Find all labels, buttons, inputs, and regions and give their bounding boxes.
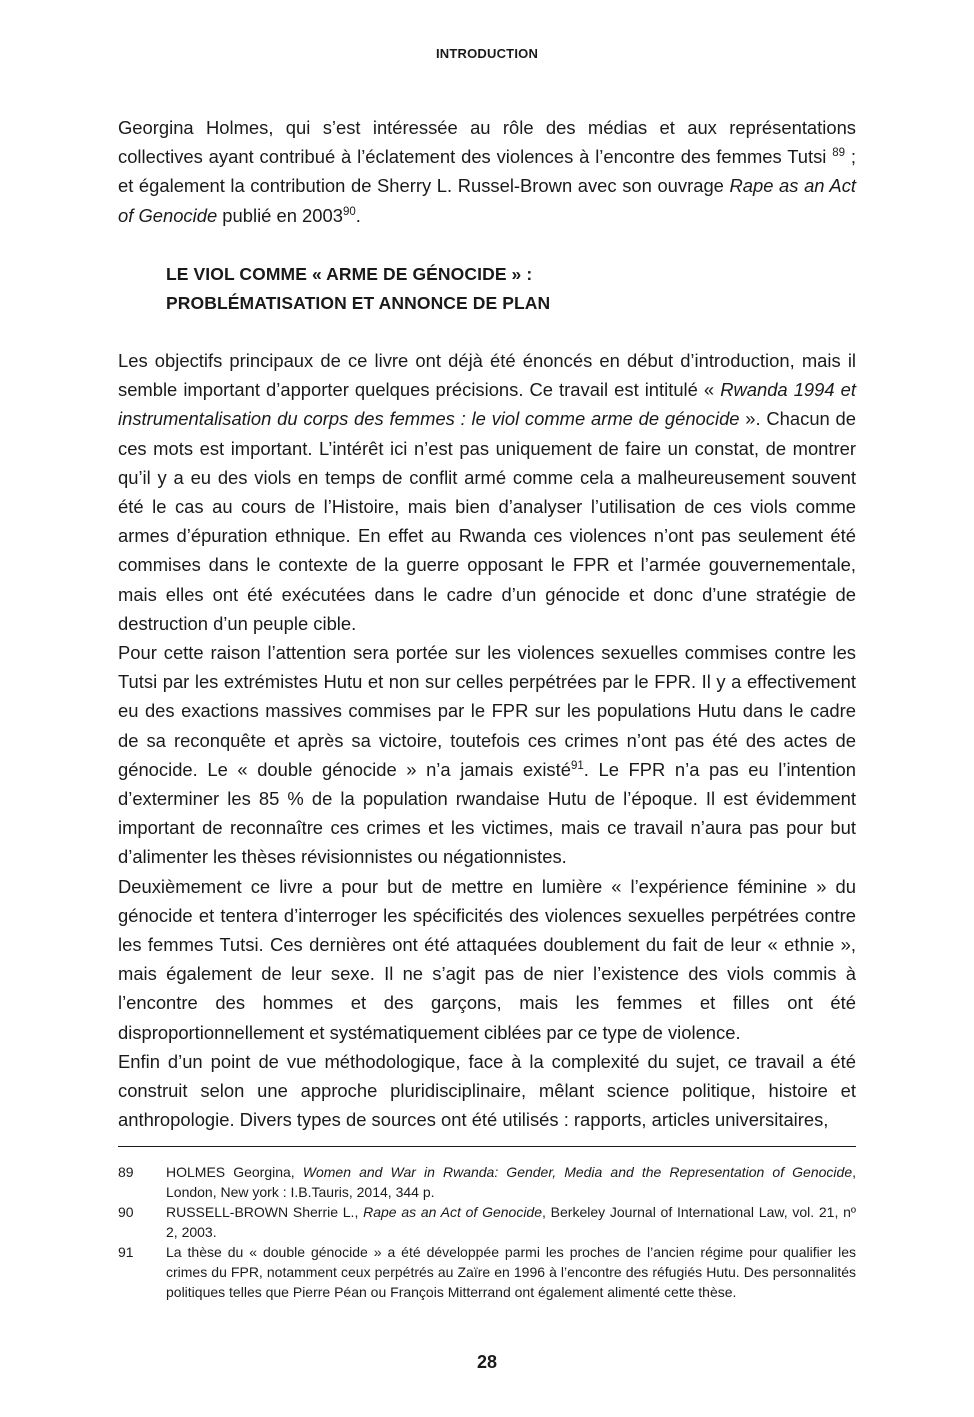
paragraph-2-text: . Le FPR n’a pas eu l’intention d’exterminer les 85 % de la population rwandaise Hutu de l’époque. Il est évidemment important de reconnaître ces crimes et les victimes, mais ce travail n’aura pas pour but d’alimenter les thèses révisionnistes ou négationnistes.: [118, 758, 857, 868]
intro-text: ; et également la contribution de Sherry L. Russel-Brown avec son ouvrage: [118, 146, 856, 197]
main-text: [118, 346, 856, 1134]
work-title: Rwanda 1994 et instrumentalisation du corps des femmes : le viol comme arme de génocide: [118, 379, 856, 430]
footnote-ref-90[interactable]: 90: [342, 205, 356, 218]
paragraph-1-text: ». Chacun de ces mots est important. L’intérêt ici n’est pas uniquement de faire un constat, de montrer qu’il y a eu des viols en temps de conflit armé comme cela a malheureusement souvent été le cas au cours de l’Histoire, mais bien d’analyser l’utilisation de ces viols comme armes d’épuration ethnique. En effet au Rwanda ces violences n’ont pas seulement été commises dans le contexte de la guerre opposant le FPR et l’armée gouvernementale, mais elles ont été exécutées dans le cadre d’un génocide et donc d’une stratégie de destruction d’un peuple cible.: [118, 408, 857, 634]
footnote-text: [166, 1162, 856, 1202]
footnote-number: 89: [118, 1164, 134, 1180]
section-heading-line-2: PROBLÉMATISATION ET ANNONCE DE PLAN: [166, 293, 551, 313]
footnote-details: , Berkeley Journal of International Law, vol. 21, nº 2, 2003.: [166, 1204, 856, 1240]
paragraph-4: Enfin d’un point de vue méthodologique, face à la complexité du sujet, ce travail a été construit selon une approche pluridisciplinaire, mêlant science politique, histoire et anthropologie. Divers types de sources ont été utilisés : rapports, articles universitaires,: [118, 1050, 856, 1131]
footnote-number: 90: [118, 1204, 134, 1220]
intro-text: Georgina Holmes, qui s’est intéressée au rôle des médias et aux représentations collectives ayant contribué à l’éclatement des violences à l’encontre des femmes Tutsi: [118, 117, 856, 168]
running-head: INTRODUCTION: [435, 46, 539, 61]
intro-book-title: Rape as an Act of Genocide: [118, 175, 857, 226]
section-heading: [166, 260, 816, 318]
paragraph-2-text: Pour cette raison l’attention sera portée sur les violences sexuelles commises contre les Tutsi par les extrémistes Hutu et non sur celles perpétrées par le FPR. Il y a effectivement eu des exactions massives commises par le FPR sur les populations Hutu dans le cadre de sa reconquête et après sa victoire, toutefois ces crimes n’ont pas été des actes de génocide. Le « double génocide » n’a jamais existé: [118, 642, 856, 780]
intro-paragraph: [118, 113, 856, 230]
intro-text: publié en 2003: [217, 204, 343, 226]
footnotes: [118, 1162, 856, 1302]
footnote-90: [118, 1202, 856, 1242]
intro-text: .: [355, 204, 361, 226]
section-heading-line-1: LE VIOL COMME « ARME DE GÉNOCIDE » :: [166, 264, 533, 284]
footnote-ref-89[interactable]: 89: [832, 147, 846, 160]
paragraph-1-text: Les objectifs principaux de ce livre ont déjà été énoncés en début d’introduction, mais il semble important d’apporter quelques précisions. Ce travail est intitulé «: [118, 350, 856, 401]
footnote-title: Women and War in Rwanda: Gender, Media and the Representation of Genocide: [302, 1164, 853, 1180]
footnote-author: HOLMES Georgina,: [166, 1164, 303, 1180]
footnote-text: [166, 1202, 856, 1242]
footnote-number: 91: [118, 1244, 134, 1260]
footnote-details: , London, New york : I.B.Tauris, 2014, 344 p.: [166, 1164, 856, 1200]
footnote-divider: [118, 1146, 856, 1147]
paragraph-1: [118, 346, 856, 638]
paragraph-3: Deuxièmement ce livre a pour but de mettre en lumière « l’expérience féminine » du génocide et tentera d’interroger les spécificités des violences sexuelles perpétrées contre les femmes Tutsi. Ces dernières ont été attaquées doublement du fait de leur « ethnie », mais également de leur sexe. Il ne s’agit pas de nier l’existence des viols commis à l’encontre des hommes et des garçons, mais les femmes et filles ont été disproportionnellement et systématiquement ciblées par ce type de violence.: [118, 875, 856, 1043]
footnote-text: La thèse du « double génocide » a été développée parmi les proches de l’ancien régime pour qualifier les crimes du FPR, notamment ceux perpétrés au Zaïre en 1996 à l’encontre des réfugiés Hutu. Des personnalités politiques telles que Pierre Péan ou François Mitterrand ont également alimenté cette thèse.: [166, 1244, 856, 1300]
footnote-author: RUSSELL-BROWN Sherrie L.,: [166, 1204, 364, 1220]
page-number: 28: [476, 1352, 498, 1372]
paragraph-2: [118, 638, 856, 872]
footnote-title: Rape as an Act of Genocide: [363, 1204, 543, 1220]
footnote-89: [118, 1162, 856, 1202]
footnote-91: [118, 1242, 856, 1302]
footnote-ref-91[interactable]: 91: [570, 759, 584, 772]
